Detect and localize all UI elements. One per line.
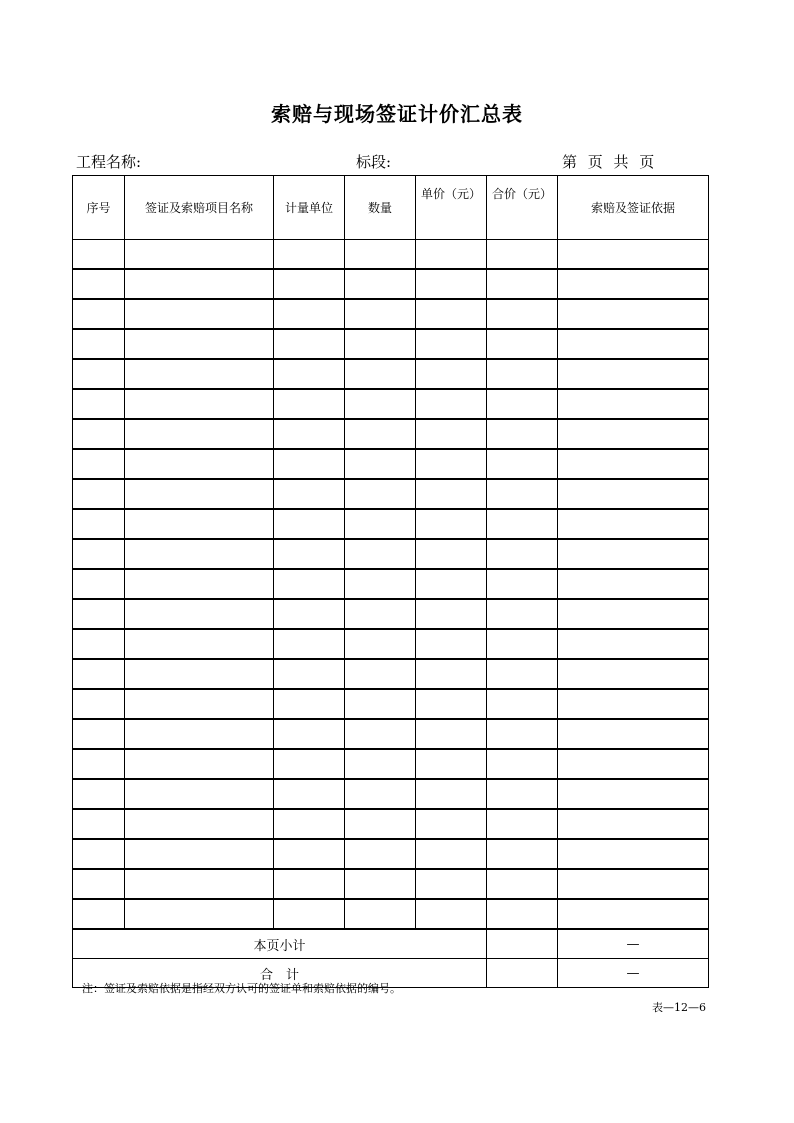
unit-price-cell[interactable] (416, 449, 487, 479)
unit-price-cell[interactable] (416, 479, 487, 509)
item-name-cell[interactable] (125, 659, 274, 689)
amount-cell[interactable] (487, 389, 558, 419)
seq-cell[interactable] (73, 359, 125, 389)
seq-cell[interactable] (73, 689, 125, 719)
seq-cell[interactable] (73, 539, 125, 569)
unit-cell[interactable] (274, 839, 345, 869)
unit-cell[interactable] (274, 629, 345, 659)
seq-cell[interactable] (73, 719, 125, 749)
table-row (73, 659, 709, 689)
amount-cell[interactable] (487, 240, 558, 270)
item-name-cell[interactable] (125, 779, 274, 809)
quantity-cell[interactable] (345, 329, 416, 359)
amount-cell[interactable] (487, 779, 558, 809)
header-cell: 签证及索赔项目名称 (125, 176, 274, 240)
basis-cell[interactable] (558, 449, 709, 479)
quantity-cell[interactable] (345, 719, 416, 749)
unit-price-cell[interactable] (416, 539, 487, 569)
seq-cell[interactable] (73, 389, 125, 419)
table-row (73, 719, 709, 749)
seq-cell[interactable] (73, 449, 125, 479)
amount-cell[interactable] (487, 569, 558, 599)
quantity-cell[interactable] (345, 449, 416, 479)
basis-cell[interactable] (558, 269, 709, 299)
unit-cell[interactable] (274, 240, 345, 270)
item-name-cell[interactable] (125, 839, 274, 869)
amount-cell[interactable] (487, 689, 558, 719)
seq-cell[interactable] (73, 839, 125, 869)
item-name-cell[interactable] (125, 569, 274, 599)
unit-cell[interactable] (274, 719, 345, 749)
table-row (73, 539, 709, 569)
quantity-cell[interactable] (345, 269, 416, 299)
quantity-cell[interactable] (345, 629, 416, 659)
item-name-cell[interactable] (125, 359, 274, 389)
item-name-cell[interactable] (125, 389, 274, 419)
amount-cell[interactable] (487, 449, 558, 479)
item-name-cell[interactable] (125, 509, 274, 539)
table-row (73, 869, 709, 899)
unit-cell[interactable] (274, 809, 345, 839)
quantity-cell[interactable] (345, 809, 416, 839)
page-number-label: 第 页 共 页 (562, 153, 655, 171)
unit-cell[interactable] (274, 359, 345, 389)
basis-cell[interactable] (558, 299, 709, 329)
unit-price-cell[interactable] (416, 749, 487, 779)
basis-cell[interactable] (558, 869, 709, 899)
item-name-cell[interactable] (125, 599, 274, 629)
unit-cell[interactable] (274, 659, 345, 689)
amount-cell[interactable] (487, 599, 558, 629)
total-label: 合 计 (73, 959, 487, 988)
item-name-cell[interactable] (125, 689, 274, 719)
table-row (73, 419, 709, 449)
quantity-cell[interactable] (345, 839, 416, 869)
seq-cell[interactable] (73, 629, 125, 659)
quantity-cell[interactable] (345, 299, 416, 329)
seq-cell[interactable] (73, 659, 125, 689)
amount-cell[interactable] (487, 419, 558, 449)
unit-price-cell[interactable] (416, 809, 487, 839)
table-row (73, 240, 709, 270)
quantity-cell[interactable] (345, 479, 416, 509)
table-row (73, 629, 709, 659)
basis-cell[interactable] (558, 240, 709, 270)
quantity-cell[interactable] (345, 599, 416, 629)
unit-price-cell[interactable] (416, 329, 487, 359)
quantity-cell[interactable] (345, 539, 416, 569)
unit-cell[interactable] (274, 269, 345, 299)
amount-cell[interactable] (487, 299, 558, 329)
basis-cell[interactable] (558, 629, 709, 659)
table-row (73, 839, 709, 869)
subtotal-label: 本页小计 (73, 929, 487, 959)
unit-cell[interactable] (274, 689, 345, 719)
amount-cell[interactable] (487, 809, 558, 839)
form-number: 表—12—6 (652, 1001, 706, 1014)
item-name-cell[interactable] (125, 240, 274, 270)
quantity-cell[interactable] (345, 359, 416, 389)
seq-cell[interactable] (73, 809, 125, 839)
seq-cell[interactable] (73, 869, 125, 899)
table-row (73, 299, 709, 329)
unit-cell[interactable] (274, 509, 345, 539)
total-amount-cell[interactable] (487, 959, 558, 988)
seq-cell[interactable] (73, 299, 125, 329)
basis-cell[interactable] (558, 839, 709, 869)
unit-price-cell[interactable] (416, 419, 487, 449)
item-name-cell[interactable] (125, 449, 274, 479)
unit-cell[interactable] (274, 449, 345, 479)
amount-cell[interactable] (487, 749, 558, 779)
total-dash: — (558, 959, 709, 988)
basis-cell[interactable] (558, 899, 709, 929)
item-name-cell[interactable] (125, 539, 274, 569)
seq-cell[interactable] (73, 899, 125, 929)
table-row (73, 749, 709, 779)
header-cell: 数量 (345, 176, 416, 240)
amount-cell[interactable] (487, 269, 558, 299)
item-name-cell[interactable] (125, 899, 274, 929)
unit-price-cell[interactable] (416, 299, 487, 329)
seq-cell[interactable] (73, 779, 125, 809)
amount-cell[interactable] (487, 359, 558, 389)
header-cell: 序号 (73, 176, 125, 240)
basis-cell[interactable] (558, 569, 709, 599)
quantity-cell[interactable] (345, 869, 416, 899)
subtotal-dash: — (558, 929, 709, 959)
amount-cell[interactable] (487, 659, 558, 689)
table-row (73, 599, 709, 629)
subtotal-row (73, 929, 709, 959)
footnote: 注：签证及索赔依据是指经双方认可的签证单和索赔依据的编号。 (82, 982, 401, 995)
unit-price-cell[interactable] (416, 899, 487, 929)
basis-cell[interactable] (558, 719, 709, 749)
table-row (73, 389, 709, 419)
unit-price-cell[interactable] (416, 269, 487, 299)
document-title: 索赔与现场签证计价汇总表 (271, 102, 523, 126)
table-row (73, 329, 709, 359)
amount-cell[interactable] (487, 629, 558, 659)
quantity-cell[interactable] (345, 389, 416, 419)
amount-cell[interactable] (487, 899, 558, 929)
quantity-cell[interactable] (345, 659, 416, 689)
unit-price-cell[interactable] (416, 779, 487, 809)
basis-cell[interactable] (558, 599, 709, 629)
quantity-cell[interactable] (345, 749, 416, 779)
header-cell: 计量单位 (274, 176, 345, 240)
basis-cell[interactable] (558, 659, 709, 689)
seq-cell[interactable] (73, 269, 125, 299)
table-row (73, 899, 709, 929)
quantity-cell[interactable] (345, 689, 416, 719)
quantity-cell[interactable] (345, 419, 416, 449)
unit-price-cell[interactable] (416, 719, 487, 749)
summary-table (72, 175, 709, 988)
table-row (73, 779, 709, 809)
unit-price-cell[interactable] (416, 359, 487, 389)
seq-cell[interactable] (73, 749, 125, 779)
unit-cell[interactable] (274, 419, 345, 449)
unit-price-cell[interactable] (416, 869, 487, 899)
amount-cell[interactable] (487, 329, 558, 359)
unit-cell[interactable] (274, 749, 345, 779)
quantity-cell[interactable] (345, 240, 416, 270)
unit-cell[interactable] (274, 599, 345, 629)
item-name-cell[interactable] (125, 869, 274, 899)
unit-cell[interactable] (274, 869, 345, 899)
section-label: 标段: (356, 153, 392, 171)
basis-cell[interactable] (558, 509, 709, 539)
amount-cell[interactable] (487, 839, 558, 869)
item-name-cell[interactable] (125, 809, 274, 839)
basis-cell[interactable] (558, 359, 709, 389)
basis-cell[interactable] (558, 479, 709, 509)
seq-cell[interactable] (73, 479, 125, 509)
subtotal-amount-cell[interactable] (487, 929, 558, 959)
unit-cell[interactable] (274, 329, 345, 359)
table-row (73, 809, 709, 839)
unit-price-cell[interactable] (416, 509, 487, 539)
project-name-label: 工程名称: (76, 153, 142, 171)
amount-cell[interactable] (487, 869, 558, 899)
unit-price-cell[interactable] (416, 240, 487, 270)
item-name-cell[interactable] (125, 629, 274, 659)
header-cell: 索赔及签证依据 (558, 176, 709, 240)
basis-cell[interactable] (558, 749, 709, 779)
table-row (73, 569, 709, 599)
seq-cell[interactable] (73, 240, 125, 270)
unit-cell[interactable] (274, 389, 345, 419)
table-row (73, 269, 709, 299)
unit-price-cell[interactable] (416, 659, 487, 689)
table-row (73, 479, 709, 509)
unit-cell[interactable] (274, 569, 345, 599)
amount-cell[interactable] (487, 479, 558, 509)
basis-cell[interactable] (558, 419, 709, 449)
basis-cell[interactable] (558, 809, 709, 839)
header-row (73, 176, 709, 240)
item-name-cell[interactable] (125, 419, 274, 449)
amount-cell[interactable] (487, 719, 558, 749)
unit-cell[interactable] (274, 899, 345, 929)
basis-cell[interactable] (558, 389, 709, 419)
basis-cell[interactable] (558, 689, 709, 719)
unit-cell[interactable] (274, 779, 345, 809)
unit-cell[interactable] (274, 479, 345, 509)
item-name-cell[interactable] (125, 329, 274, 359)
table-row (73, 359, 709, 389)
quantity-cell[interactable] (345, 779, 416, 809)
unit-price-cell[interactable] (416, 629, 487, 659)
item-name-cell[interactable] (125, 749, 274, 779)
amount-cell[interactable] (487, 509, 558, 539)
unit-price-cell[interactable] (416, 839, 487, 869)
seq-cell[interactable] (73, 419, 125, 449)
seq-cell[interactable] (73, 599, 125, 629)
unit-cell[interactable] (274, 299, 345, 329)
quantity-cell[interactable] (345, 509, 416, 539)
unit-cell[interactable] (274, 539, 345, 569)
quantity-cell[interactable] (345, 569, 416, 599)
unit-price-cell[interactable] (416, 689, 487, 719)
item-name-cell[interactable] (125, 719, 274, 749)
table-row (73, 449, 709, 479)
header-cell: 合价（元） (487, 176, 558, 240)
table-row (73, 689, 709, 719)
header-cell: 单价（元） (416, 176, 487, 240)
unit-price-cell[interactable] (416, 569, 487, 599)
seq-cell[interactable] (73, 329, 125, 359)
basis-cell[interactable] (558, 779, 709, 809)
basis-cell[interactable] (558, 539, 709, 569)
table-row (73, 509, 709, 539)
item-name-cell[interactable] (125, 479, 274, 509)
seq-cell[interactable] (73, 509, 125, 539)
unit-price-cell[interactable] (416, 599, 487, 629)
seq-cell[interactable] (73, 569, 125, 599)
unit-price-cell[interactable] (416, 389, 487, 419)
amount-cell[interactable] (487, 539, 558, 569)
item-name-cell[interactable] (125, 299, 274, 329)
item-name-cell[interactable] (125, 269, 274, 299)
quantity-cell[interactable] (345, 899, 416, 929)
basis-cell[interactable] (558, 329, 709, 359)
